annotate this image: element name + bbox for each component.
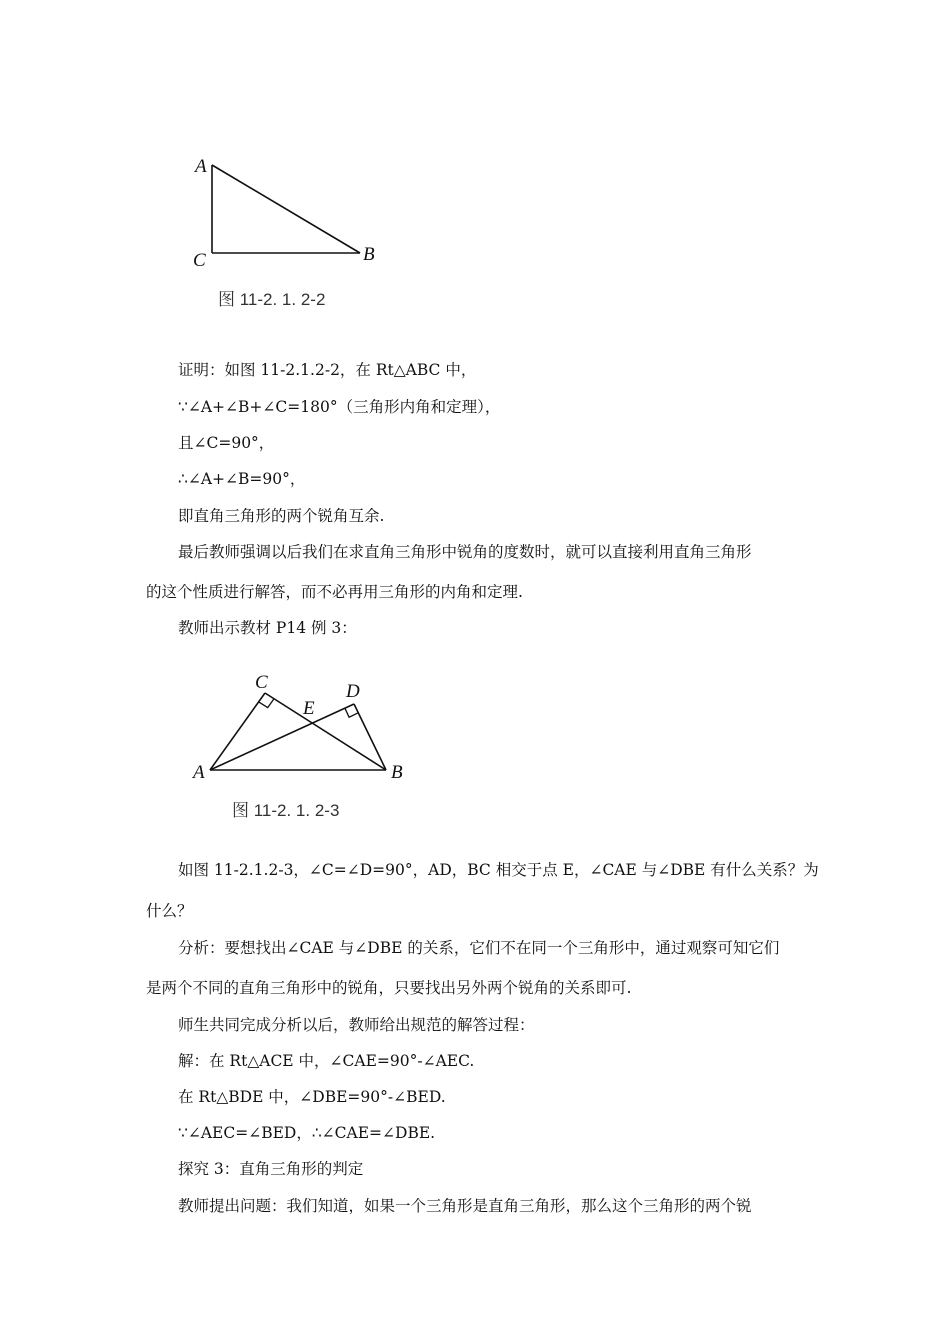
vertex-label-d: D [346,681,360,702]
text-line-problem: 如图 11-2.1.2-3，∠C=∠D=90°，AD，BC 相交于点 E，∠CAE 与∠DBE 有什么关系？为 [178,861,819,879]
text-line-because-angle-sum: ∵∠A+∠B+∠C=180°（三角形内角和定理）， [178,398,501,416]
vertex-label-c: C [255,672,268,693]
vertex-label-c: C [193,250,206,271]
text-line-teacher-question: 教师提出问题：我们知道，如果一个三角形是直角三角形，那么这个三角形的两个锐 [178,1197,752,1215]
text-line-therefore: ∴∠A+∠B=90°， [178,470,306,488]
text-line-proof-intro: 证明：如图 11-2.1.2-2，在 Rt△ABC 中， [178,361,477,379]
text-line-conclusion: 即直角三角形的两个锐角互余. [178,507,385,525]
text-line-analysis: 分析：要想找出∠CAE 与∠DBE 的关系，它们不在同一个三角形中，通过观察可知它们 [178,939,780,957]
text-line-teacher-emphasis: 最后教师强调以后我们在求直角三角形中锐角的度数时，就可以直接利用直角三角形 [178,543,752,561]
segment-ad [210,704,354,770]
figure-two-right-triangles [190,668,420,828]
text-line-joint-analysis: 师生共同完成分析以后，教师给出规范的解答过程： [178,1016,535,1034]
text-line-angle-c-90: 且∠C=90°， [178,434,275,452]
figure2-svg [190,668,420,828]
vertex-label-e: E [303,698,315,719]
text-line-solution-3: ∵∠AEC=∠BED，∴∠CAE=∠DBE. [178,1124,436,1142]
right-angle-mark-c [259,699,274,708]
text-line-problem-cont: 什么？ [146,902,193,920]
segment-ac [210,693,265,770]
text-line-solution-2: 在 Rt△BDE 中，∠DBE=90°-∠BED. [178,1088,446,1106]
vertex-label-b: B [391,762,403,783]
text-line-teacher-emphasis-cont: 的这个性质进行解答，而不必再用三角形的内角和定理. [146,583,523,601]
text-line-analysis-cont: 是两个不同的直角三角形中的锐角，只要找出另外两个锐角的关系即可. [146,979,632,997]
text-line-example-3: 教师出示教材 P14 例 3： [178,619,357,637]
segment-ab [212,165,360,253]
text-line-explore-3: 探究 3：直角三角形的判定 [178,1160,364,1178]
vertex-label-a: A [195,156,207,177]
figure1-caption: 图 11-2. 1. 2-2 [218,290,326,309]
vertex-label-a: A [193,762,205,783]
figure2-caption: 图 11-2. 1. 2-3 [232,801,340,820]
figure-right-triangle-abc [185,150,405,320]
vertex-label-b: B [363,244,375,265]
text-line-solution-1: 解：在 Rt△ACE 中，∠CAE=90°-∠AEC. [178,1052,475,1070]
figure1-svg [185,150,405,320]
